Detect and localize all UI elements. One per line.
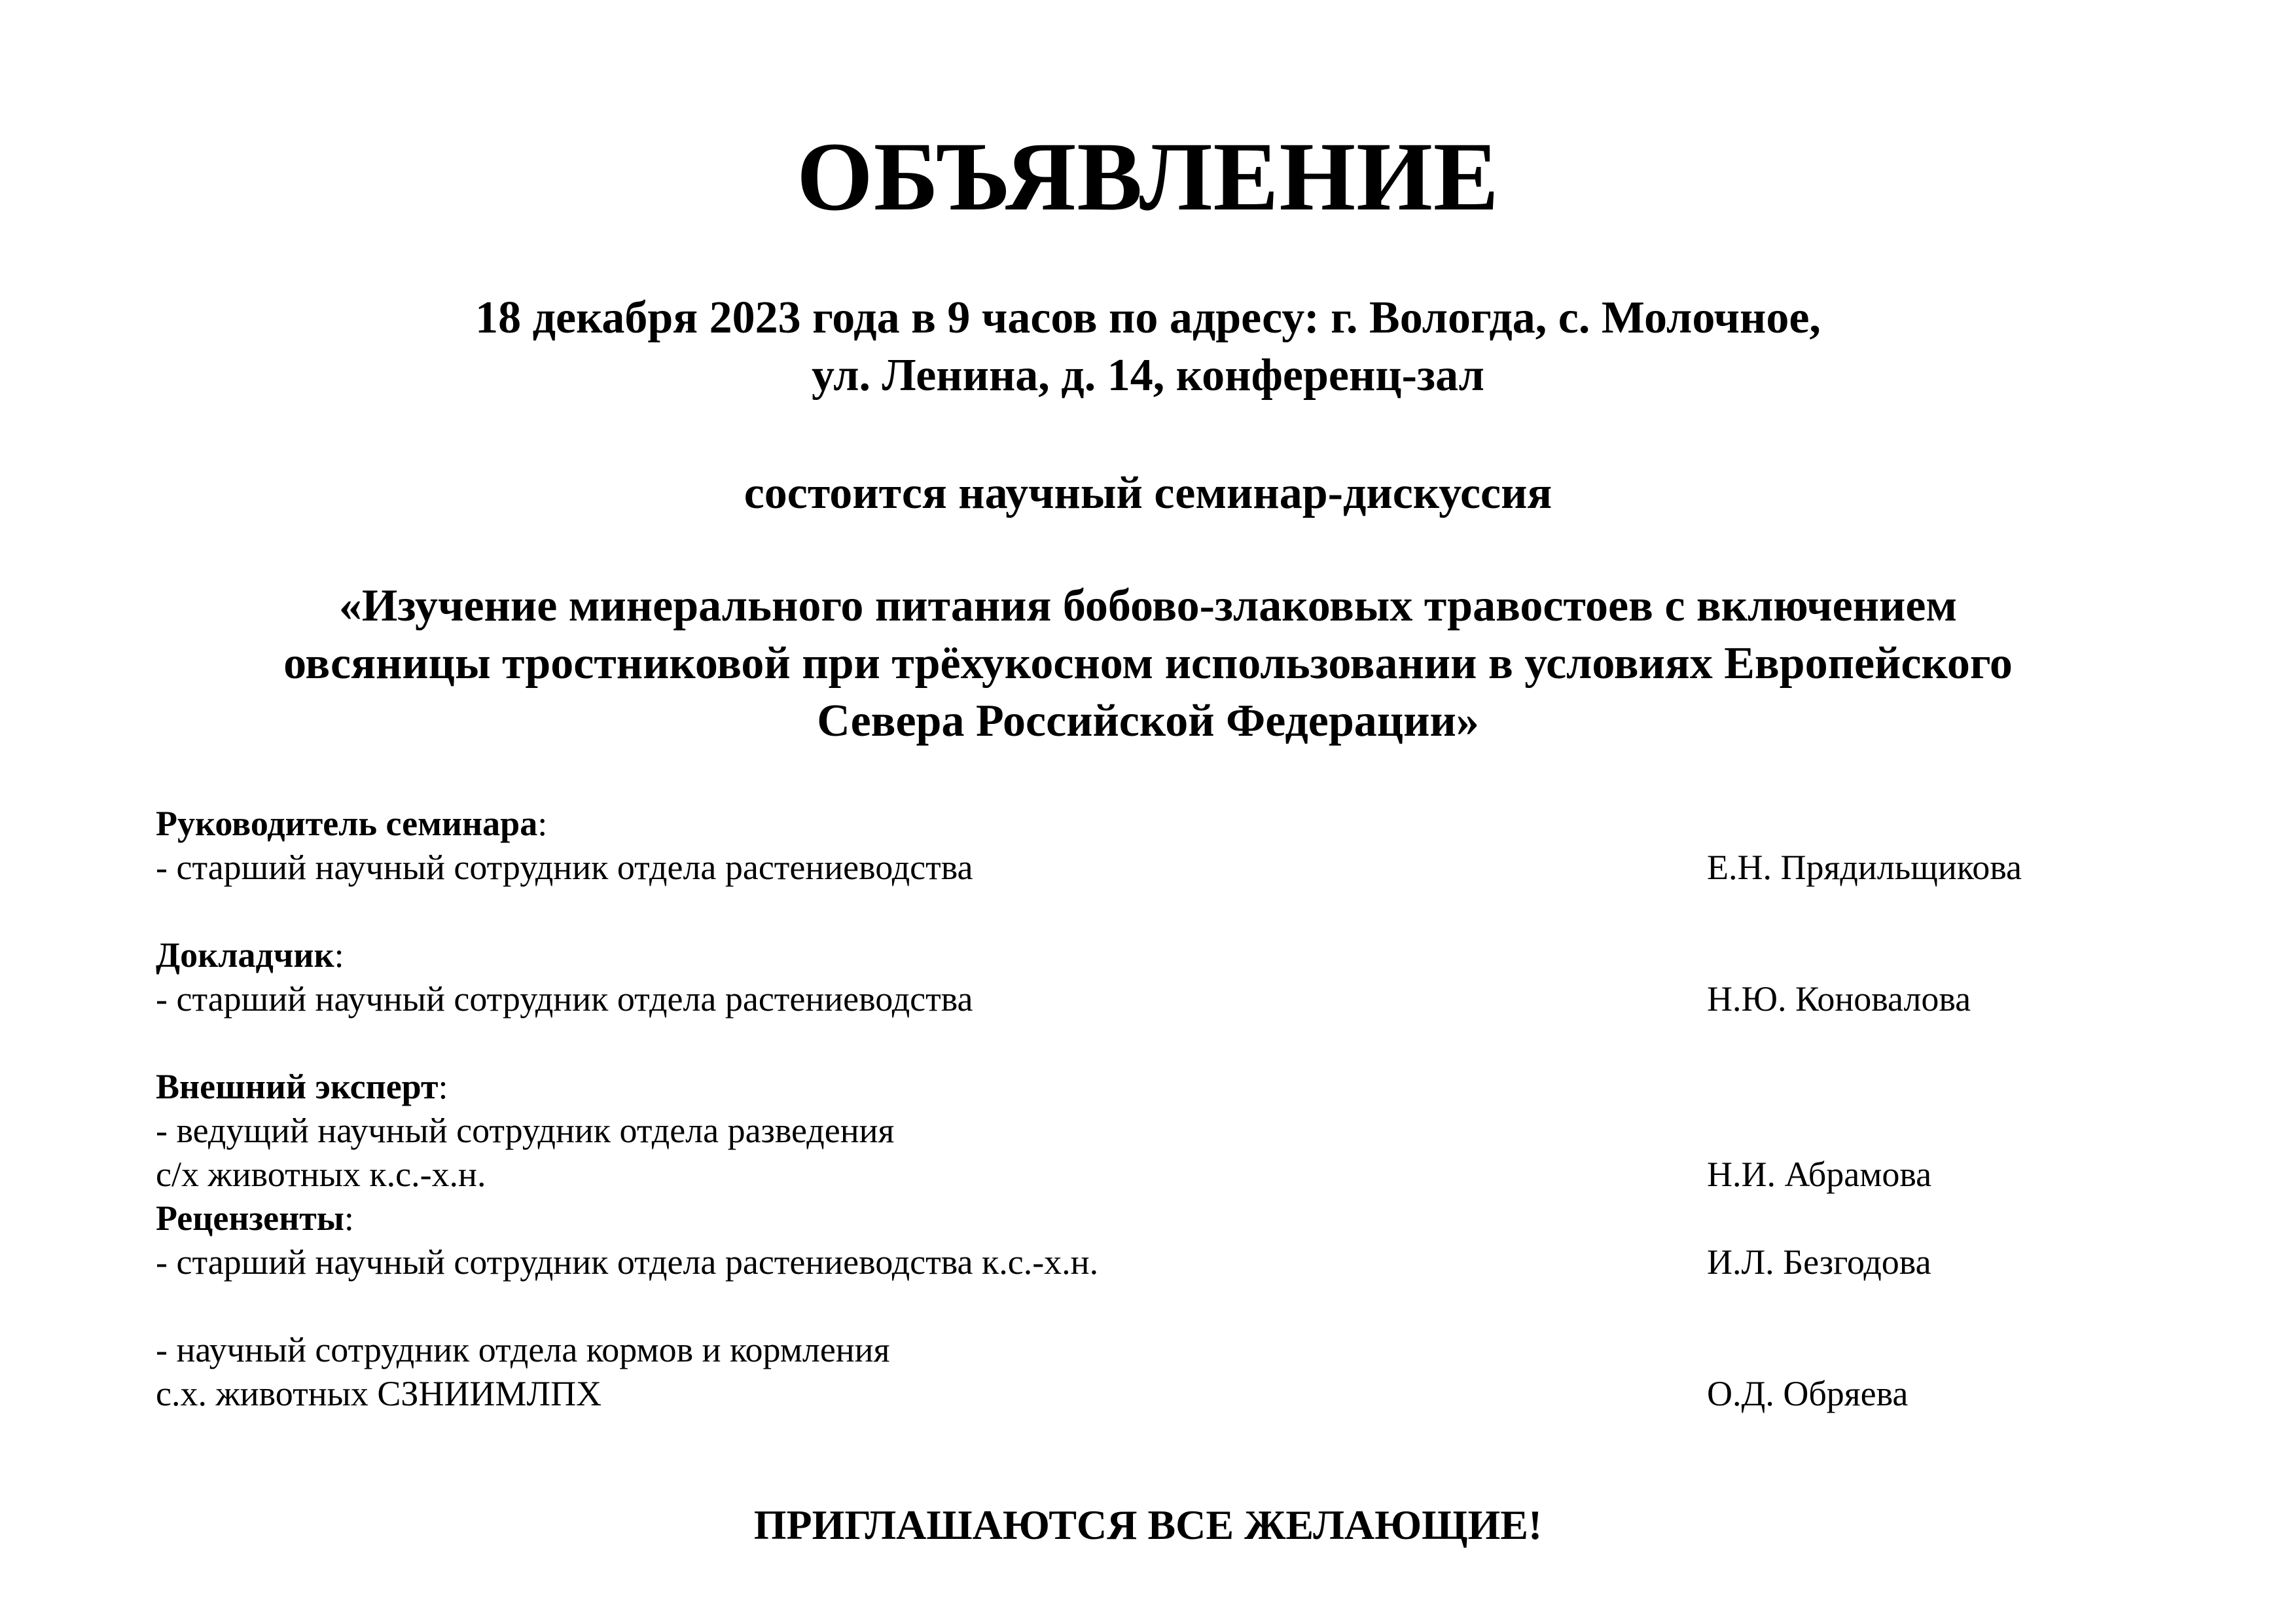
role-colon: : xyxy=(344,1199,354,1238)
role-heading-head xyxy=(156,802,2145,846)
page-title: ОБЪЯВЛЕНИЕ xyxy=(797,122,1499,231)
role-heading-expert xyxy=(156,1065,2145,1109)
participant-position: - старший научный сотрудник отдела растениеводства xyxy=(156,979,973,1019)
seminar-intro: состоится научный семинар-дискуссия xyxy=(744,468,1552,518)
role-label-head: Руководитель семинара xyxy=(156,804,538,843)
participant-name: О.Д. Обряева xyxy=(1707,1374,1909,1413)
participant-row-reviewer-2-line-2 xyxy=(156,1372,2145,1416)
participant-position: - старший научный сотрудник отдела растениеводства к.с.-х.н. xyxy=(156,1242,1099,1282)
spacer xyxy=(156,890,2145,933)
date-address xyxy=(0,289,2296,405)
participant-position: с/х животных к.с.-х.н. xyxy=(156,1155,486,1194)
participant-name: И.Л. Безгодова xyxy=(1707,1242,1931,1282)
topic-line-2: овсяницы тростниковой при трёхукосном использовании в условиях Европейского xyxy=(283,638,2013,689)
role-colon: : xyxy=(438,1067,448,1106)
participant-name: Е.Н. Прядильщикова xyxy=(1707,848,2022,887)
participant-row-reviewer-1 xyxy=(156,1240,2145,1284)
role-label-reviewers: Рецензенты xyxy=(156,1199,344,1238)
participants-list xyxy=(156,802,2145,1416)
role-label-expert: Внешний эксперт xyxy=(156,1067,439,1106)
participant-name: Н.Ю. Коновалова xyxy=(1707,979,1971,1019)
participant-row-head xyxy=(156,846,2145,890)
participant-position: - ведущий научный сотрудник отдела разведения xyxy=(156,1111,895,1150)
participant-position: - старший научный сотрудник отдела растениеводства xyxy=(156,848,973,887)
participant-row-reviewer-2-line-1 xyxy=(156,1328,2145,1372)
participant-row-speaker xyxy=(156,977,2145,1021)
participant-position: - научный сотрудник отдела кормов и кормления xyxy=(156,1330,890,1369)
seminar-topic xyxy=(0,577,2296,750)
role-heading-reviewers xyxy=(156,1197,2145,1240)
invitation-footer: ПРИГЛАШАЮТСЯ ВСЕ ЖЕЛАЮЩИЕ! xyxy=(753,1502,1543,1548)
participant-position: с.х. животных СЗНИИМЛПХ xyxy=(156,1374,602,1413)
role-colon: : xyxy=(334,935,344,975)
topic-line-1: «Изучение минерального питания бобово-злаковых травостоев с включением xyxy=(338,581,1958,631)
date-address-line-2: ул. Ленина, д. 14, конференц-зал xyxy=(812,350,1484,401)
spacer xyxy=(156,1284,2145,1328)
topic-line-3: Севера Российской Федерации» xyxy=(817,696,1479,746)
spacer xyxy=(156,1021,2145,1065)
participant-row-expert-line-2 xyxy=(156,1153,2145,1197)
participant-row-expert-line-1 xyxy=(156,1109,2145,1153)
participant-name: Н.И. Абрамова xyxy=(1707,1155,1932,1194)
role-label-speaker: Докладчик xyxy=(156,935,334,975)
date-address-line-1: 18 декабря 2023 года в 9 часов по адресу: г. Вологда, с. Молочное, xyxy=(475,293,1821,343)
role-colon: : xyxy=(537,804,548,843)
role-heading-speaker xyxy=(156,933,2145,977)
